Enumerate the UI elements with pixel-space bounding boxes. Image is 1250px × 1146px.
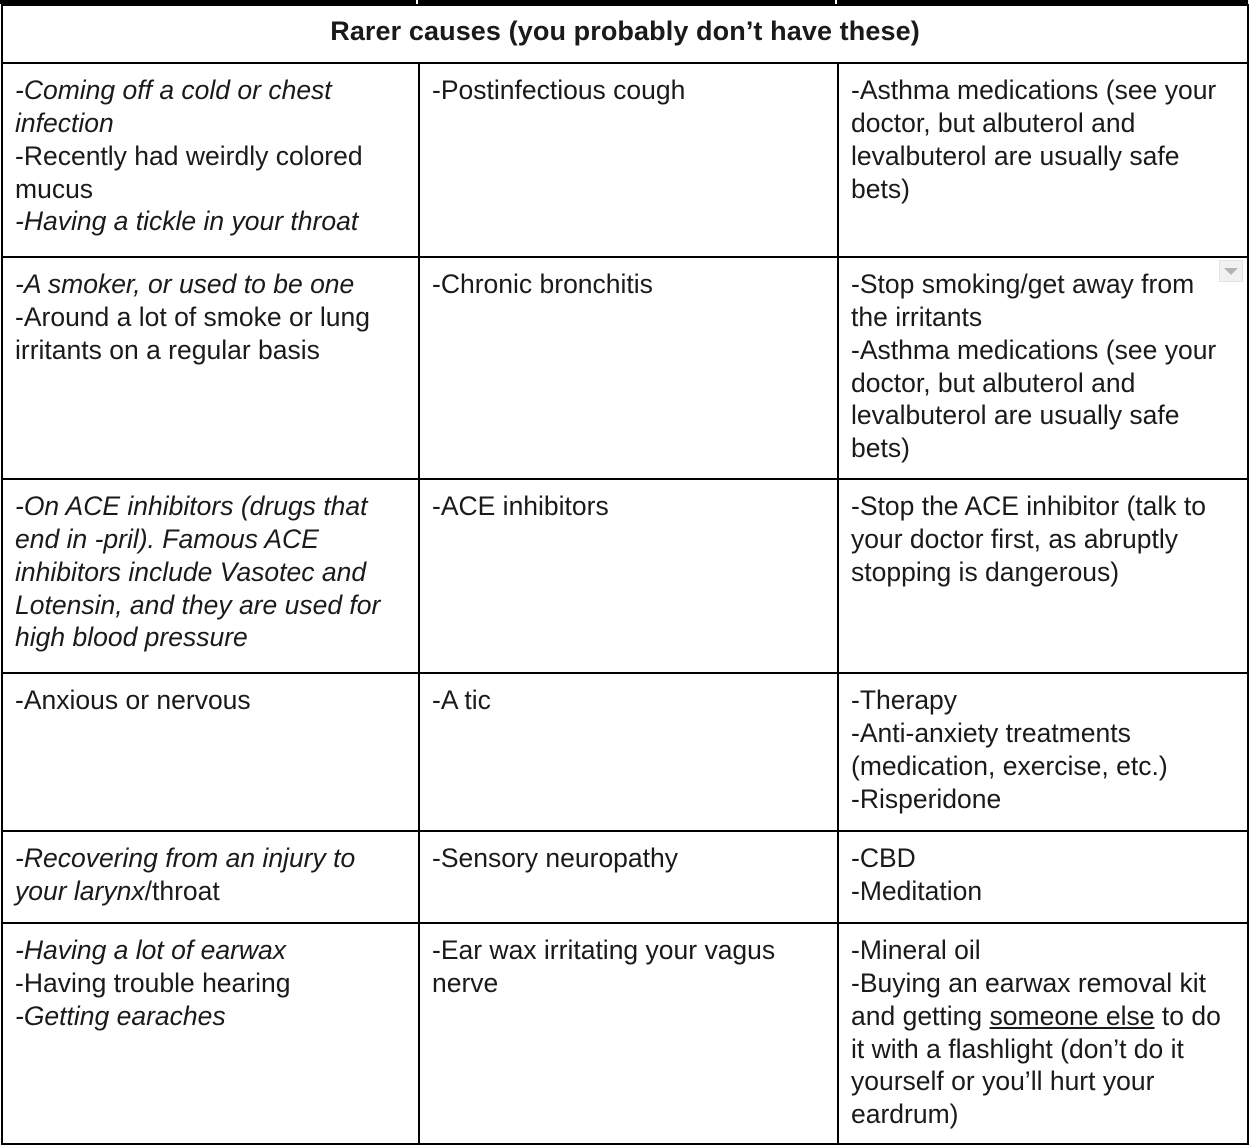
cell-line: -Postinfectious cough [432, 75, 686, 105]
cell-text-segment: -Recovering from an injury to your larynx [15, 843, 356, 906]
cell-line: -Getting earaches [15, 1000, 226, 1031]
treatment-cell [838, 63, 1248, 257]
table-title: Rarer causes (you probably don’t have these) [2, 5, 1248, 63]
cell-line: -CBD [851, 843, 916, 873]
cell-text-segment: someone else [989, 1000, 1155, 1031]
treatment-cell [838, 257, 1248, 479]
table-header-row [2, 5, 1248, 63]
cause-cell [419, 831, 838, 923]
cell-line: -A smoker, or used to be one [15, 269, 355, 299]
rarer-causes-table [1, 4, 1249, 1145]
table-row [2, 831, 1248, 923]
cell-line: -Asthma medications (see your doctor, but albuterol and levalbuterol are usually safe bets) [851, 75, 1217, 204]
cell-line: -Sensory neuropathy [432, 843, 679, 873]
cell-line: -Ear wax irritating your vagus nerve [432, 935, 776, 998]
symptoms-cell [2, 63, 419, 257]
chevron-down-icon [1224, 268, 1238, 275]
cell-line: -Having a tickle in your throat [15, 206, 359, 237]
treatment-cell [838, 831, 1248, 923]
symptoms-cell [2, 673, 419, 831]
table-row [2, 479, 1248, 673]
cell-line: -On ACE inhibitors (drugs that end in -pril). Famous ACE inhibitors include Vasotec and Lotensin, and they are used for high blood pressure [15, 491, 381, 653]
dropdown-toggle-button[interactable] [1219, 260, 1243, 282]
cell-line [851, 967, 1235, 1131]
cell-text-segment: -Buying an earwax removal kit and getting [851, 967, 1206, 1031]
symptoms-cell [2, 923, 419, 1144]
cell-line: -ACE inhibitors [432, 491, 609, 521]
symptoms-cell [2, 479, 419, 673]
cause-cell [419, 257, 838, 479]
cell-line: -A tic [432, 685, 491, 715]
cause-cell [419, 63, 838, 257]
cell-line: -Coming off a cold or chest infection [15, 75, 332, 138]
cell-line: -Meditation [851, 875, 983, 906]
cause-cell [419, 673, 838, 831]
cell-text-segment: to do it with a flashlight (don’t do it yourself or you’ll hurt your eardrum) [851, 1000, 1221, 1130]
cell-line: -Having a lot of earwax [15, 935, 287, 965]
symptoms-cell [2, 257, 419, 479]
table-row [2, 257, 1248, 479]
cell-line: -Asthma medications (see your doctor, but albuterol and levalbuterol are usually safe bets) [851, 334, 1217, 464]
table-row [2, 673, 1248, 831]
cell-line: -Stop the ACE inhibitor (talk to your doctor first, as abruptly stopping is dangerous) [851, 491, 1206, 587]
table-body [2, 63, 1248, 1144]
cell-line: -Stop smoking/get away from the irritants [851, 269, 1195, 332]
cell-line: -Anti-anxiety treatments (medication, exercise, etc.) [851, 717, 1168, 781]
treatment-cell [838, 923, 1248, 1144]
cell-line: -Recently had weirdly colored mucus [15, 140, 363, 204]
cell-line: -Chronic bronchitis [432, 269, 653, 299]
treatment-cell [838, 479, 1248, 673]
cell-text-segment: /throat [144, 875, 220, 906]
cell-line: -Around a lot of smoke or lung irritants on a regular basis [15, 301, 370, 365]
table-row [2, 923, 1248, 1144]
cell-line [15, 842, 406, 908]
cell-line: -Risperidone [851, 783, 1002, 814]
cell-line: -Having trouble hearing [15, 967, 291, 998]
symptoms-cell [2, 831, 419, 923]
cell-line: -Therapy [851, 685, 958, 715]
table-row [2, 63, 1248, 257]
cause-cell [419, 923, 838, 1144]
cell-line: -Mineral oil [851, 935, 981, 965]
treatment-cell [838, 673, 1248, 831]
cell-line: -Anxious or nervous [15, 685, 251, 715]
cause-cell [419, 479, 838, 673]
